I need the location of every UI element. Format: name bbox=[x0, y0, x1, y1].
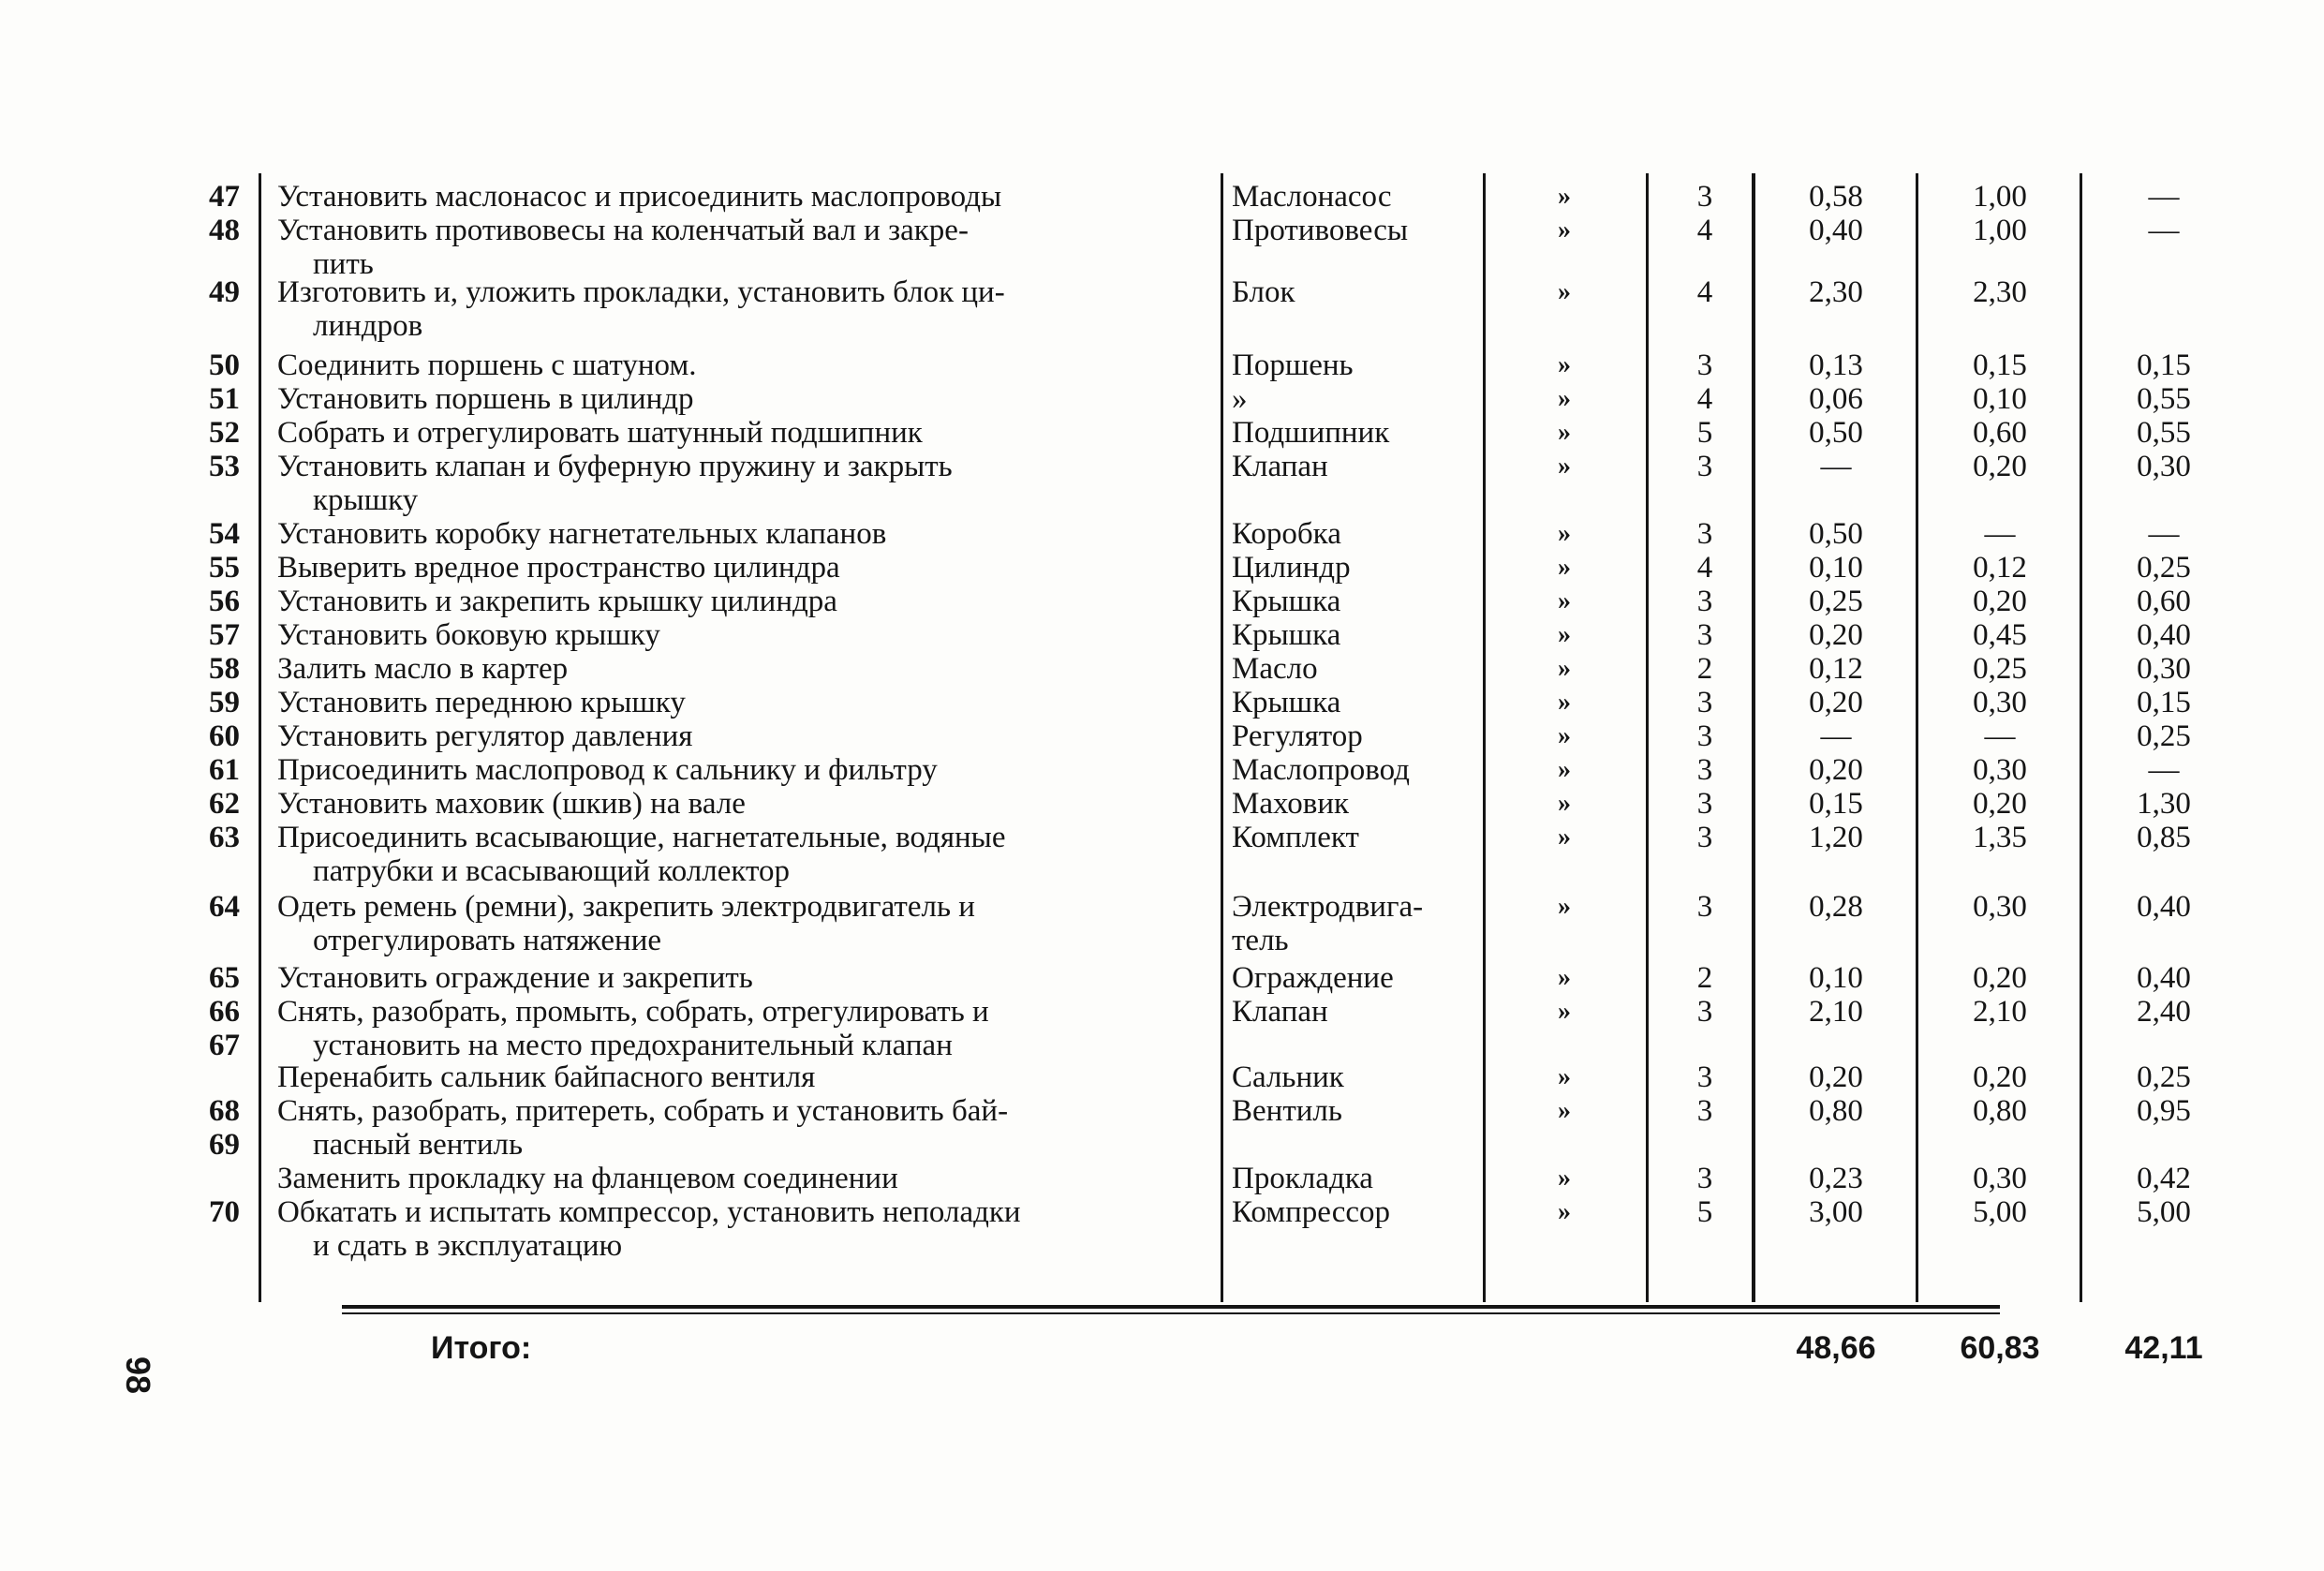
object-name: Подшипник bbox=[1232, 416, 1390, 450]
unit-mark: » bbox=[1558, 277, 1571, 306]
value-2: 0,12 bbox=[1973, 551, 2027, 585]
row-number: 47 bbox=[209, 180, 240, 214]
value-1: 0,50 bbox=[1809, 517, 1863, 551]
quantity: 3 bbox=[1696, 787, 1713, 821]
unit-mark: » bbox=[1558, 620, 1571, 649]
value-2: 0,30 bbox=[1973, 686, 2027, 719]
object-name: Противовесы bbox=[1232, 214, 1409, 247]
unit-mark: » bbox=[1558, 452, 1571, 481]
description-line-1: Установить поршень в цилиндр bbox=[277, 382, 694, 416]
description-line-1: Выверить вредное пространство цилиндра bbox=[277, 551, 840, 585]
description-line-2: линдров bbox=[313, 309, 423, 343]
value-1: 0,13 bbox=[1809, 348, 1863, 382]
object-name: Коробка bbox=[1232, 517, 1341, 551]
total-divider-thin bbox=[342, 1312, 2000, 1314]
unit-mark: » bbox=[1558, 997, 1571, 1026]
object-name: Прокладка bbox=[1232, 1162, 1373, 1195]
row-number-second: 69 bbox=[209, 1128, 240, 1162]
value-2: 0,15 bbox=[1973, 348, 2027, 382]
value-3: — bbox=[2148, 517, 2180, 551]
operation-description bbox=[277, 753, 1200, 787]
object-name: Вентиль bbox=[1232, 1094, 1342, 1128]
object-name: Маслонасос bbox=[1232, 180, 1392, 214]
value-2: 0,20 bbox=[1973, 1060, 2027, 1094]
quantity: 3 bbox=[1696, 585, 1713, 618]
quantity: 2 bbox=[1696, 652, 1713, 686]
value-1: 1,20 bbox=[1809, 821, 1863, 854]
value-1: 0,23 bbox=[1809, 1162, 1863, 1195]
value-2: 2,10 bbox=[1973, 995, 2027, 1029]
value-3: 0,85 bbox=[2137, 821, 2191, 854]
object-name: Комплект bbox=[1232, 821, 1359, 854]
object-name: Маховик bbox=[1232, 787, 1350, 821]
value-1: 0,40 bbox=[1809, 214, 1863, 247]
unit-mark: » bbox=[1558, 418, 1571, 447]
description-line-1: Изготовить и, уложить прокладки, установить блок ци- bbox=[277, 275, 1005, 309]
unit-mark: » bbox=[1558, 823, 1571, 852]
column-divider bbox=[259, 173, 261, 1302]
quantity: 2 bbox=[1696, 961, 1713, 995]
row-number: 61 bbox=[209, 753, 240, 787]
value-3: 0,30 bbox=[2137, 652, 2191, 686]
value-3: 0,25 bbox=[2137, 719, 2191, 753]
value-3: 0,95 bbox=[2137, 1094, 2191, 1128]
row-number: 51 bbox=[209, 382, 240, 416]
value-3: 0,25 bbox=[2137, 551, 2191, 585]
description-line-1: Собрать и отрегулировать шатунный подшипник bbox=[277, 416, 923, 450]
value-2: 1,00 bbox=[1973, 180, 2027, 214]
row-number: 50 bbox=[209, 348, 240, 382]
operation-description bbox=[277, 961, 1200, 995]
value-1: 0,10 bbox=[1809, 551, 1863, 585]
unit-mark: » bbox=[1558, 182, 1571, 211]
row-number: 66 bbox=[209, 995, 240, 1029]
column-divider bbox=[2080, 173, 2082, 1302]
row-number: 49 bbox=[209, 275, 240, 309]
row-number: 53 bbox=[209, 450, 240, 483]
object-name: Цилиндр bbox=[1232, 551, 1351, 585]
page-number: 98 bbox=[119, 1356, 157, 1395]
quantity: 4 bbox=[1696, 214, 1713, 247]
quantity: 3 bbox=[1696, 1094, 1713, 1128]
description-line-1: Установить регулятор давления bbox=[277, 719, 693, 753]
value-2: 0,30 bbox=[1973, 1162, 2027, 1195]
row-number: 62 bbox=[209, 787, 240, 821]
object-name: Крышка bbox=[1232, 686, 1341, 719]
value-1: 0,20 bbox=[1809, 618, 1863, 652]
operation-description bbox=[277, 180, 1200, 214]
description-line-1: Установить боковую крышку bbox=[277, 618, 660, 652]
unit-mark: » bbox=[1558, 892, 1571, 921]
value-3: 0,40 bbox=[2137, 618, 2191, 652]
unit-mark: » bbox=[1558, 789, 1571, 818]
object-name: Блок bbox=[1232, 275, 1295, 309]
quantity: 3 bbox=[1696, 450, 1713, 483]
value-2: 0,20 bbox=[1973, 585, 2027, 618]
description-line-1: Установить и закрепить крышку цилиндра bbox=[277, 585, 837, 618]
quantity: 5 bbox=[1696, 1195, 1713, 1229]
unit-mark: » bbox=[1558, 519, 1571, 548]
unit-mark: » bbox=[1558, 1062, 1571, 1091]
description-line-2: установить на место предохранительный клапан bbox=[313, 1029, 953, 1062]
value-1: 0,20 bbox=[1809, 753, 1863, 787]
object-name: Крышка bbox=[1232, 585, 1341, 618]
value-1: 0,80 bbox=[1809, 1094, 1863, 1128]
description-line-1: Установить маслонасос и присоединить маслопроводы bbox=[277, 180, 1002, 214]
operation-description bbox=[277, 348, 1200, 382]
value-1: 0,20 bbox=[1809, 686, 1863, 719]
operation-description bbox=[277, 214, 1200, 281]
value-3: 0,55 bbox=[2137, 416, 2191, 450]
object-name: Масло bbox=[1232, 652, 1318, 686]
operation-description bbox=[277, 686, 1200, 719]
unit-mark: » bbox=[1558, 384, 1571, 413]
description-line-2: крышку bbox=[313, 483, 419, 517]
value-3: 5,00 bbox=[2137, 1195, 2191, 1229]
unit-mark: » bbox=[1558, 1163, 1571, 1193]
description-line-1: Снять, разобрать, промыть, собрать, отрегулировать и bbox=[277, 995, 989, 1029]
object-name: Маслопровод bbox=[1232, 753, 1410, 787]
object-name: Сальник bbox=[1232, 1060, 1344, 1094]
operation-description bbox=[277, 1162, 1200, 1195]
operation-description bbox=[277, 275, 1200, 343]
value-1: — bbox=[1820, 450, 1852, 483]
object-name: Компрессор bbox=[1232, 1195, 1391, 1229]
quantity: 3 bbox=[1696, 348, 1713, 382]
operation-description bbox=[277, 618, 1200, 652]
object-name: » bbox=[1232, 382, 1248, 416]
operation-description bbox=[277, 995, 1200, 1062]
total-value-1: 48,66 bbox=[1796, 1330, 1876, 1366]
object-name: Клапан bbox=[1232, 995, 1328, 1029]
operation-description bbox=[277, 787, 1200, 821]
quantity: 3 bbox=[1696, 517, 1713, 551]
value-3: — bbox=[2148, 753, 2180, 787]
description-line-2: пить bbox=[313, 247, 374, 281]
description-line-1: Заменить прокладку на фланцевом соединении bbox=[277, 1162, 898, 1195]
description-line-2: и сдать в эксплуатацию bbox=[313, 1229, 623, 1263]
value-3: 0,25 bbox=[2137, 1060, 2191, 1094]
value-1: 0,15 bbox=[1809, 787, 1863, 821]
total-label: Итого: bbox=[431, 1330, 532, 1366]
value-2: 2,30 bbox=[1973, 275, 2027, 309]
operation-description bbox=[277, 1060, 1200, 1094]
total-divider bbox=[342, 1305, 2000, 1309]
row-number: 48 bbox=[209, 214, 240, 247]
value-2: 0,20 bbox=[1973, 961, 2027, 995]
description-line-1: Присоединить всасывающие, нагнетательные, водяные bbox=[277, 821, 1006, 854]
value-2: 0,45 bbox=[1973, 618, 2027, 652]
quantity: 3 bbox=[1696, 686, 1713, 719]
value-1: 0,50 bbox=[1809, 416, 1863, 450]
total-value-2: 60,83 bbox=[1960, 1330, 2040, 1366]
description-line-1: Залить масло в картер bbox=[277, 652, 569, 686]
column-divider bbox=[1483, 173, 1486, 1302]
description-line-2: отрегулировать натяжение bbox=[313, 924, 662, 957]
value-1: 0,06 bbox=[1809, 382, 1863, 416]
unit-mark: » bbox=[1558, 1197, 1571, 1226]
operation-description bbox=[277, 517, 1200, 551]
quantity: 3 bbox=[1696, 821, 1713, 854]
row-number: 54 bbox=[209, 517, 240, 551]
description-line-1: Установить переднюю крышку bbox=[277, 686, 686, 719]
quantity: 4 bbox=[1696, 551, 1713, 585]
column-divider bbox=[1916, 173, 1918, 1302]
value-3: 0,40 bbox=[2137, 961, 2191, 995]
description-line-2: патрубки и всасывающий коллектор bbox=[313, 854, 790, 888]
row-number: 57 bbox=[209, 618, 240, 652]
row-number: 58 bbox=[209, 652, 240, 686]
quantity: 3 bbox=[1696, 995, 1713, 1029]
value-2: — bbox=[1984, 719, 2016, 753]
object-name: Поршень bbox=[1232, 348, 1354, 382]
quantity: 3 bbox=[1696, 890, 1713, 924]
quantity: 4 bbox=[1696, 382, 1713, 416]
operation-description bbox=[277, 1094, 1200, 1162]
value-2: 0,25 bbox=[1973, 652, 2027, 686]
operation-description bbox=[277, 890, 1200, 957]
quantity: 3 bbox=[1696, 719, 1713, 753]
column-divider bbox=[1221, 173, 1223, 1302]
quantity: 5 bbox=[1696, 416, 1713, 450]
value-2: 5,00 bbox=[1973, 1195, 2027, 1229]
quantity: 3 bbox=[1696, 618, 1713, 652]
quantity: 3 bbox=[1696, 753, 1713, 787]
unit-mark: » bbox=[1558, 586, 1571, 615]
unit-mark: » bbox=[1558, 688, 1571, 717]
value-2: 0,30 bbox=[1973, 890, 2027, 924]
operation-description bbox=[277, 821, 1200, 888]
value-2: 0,20 bbox=[1973, 787, 2027, 821]
unit-mark: » bbox=[1558, 350, 1571, 379]
value-3: 0,40 bbox=[2137, 890, 2191, 924]
value-3: 0,15 bbox=[2137, 348, 2191, 382]
description-line-1: Установить ограждение и закрепить bbox=[277, 961, 753, 995]
value-3: — bbox=[2148, 180, 2180, 214]
description-line-2: пасный вентиль bbox=[313, 1128, 523, 1162]
operation-description bbox=[277, 585, 1200, 618]
unit-mark: » bbox=[1558, 755, 1571, 784]
object-name: Клапан bbox=[1232, 450, 1328, 483]
value-1: 0,20 bbox=[1809, 1060, 1863, 1094]
value-1: 0,10 bbox=[1809, 961, 1863, 995]
description-line-1: Соединить поршень с шатуном. bbox=[277, 348, 697, 382]
operation-description bbox=[277, 1195, 1200, 1263]
description-line-1: Установить коробку нагнетательных клапанов bbox=[277, 517, 887, 551]
operation-description bbox=[277, 652, 1200, 686]
column-divider bbox=[1752, 173, 1755, 1302]
row-number-second: 67 bbox=[209, 1029, 240, 1062]
value-1: 2,10 bbox=[1809, 995, 1863, 1029]
value-1: 2,30 bbox=[1809, 275, 1863, 309]
value-1: 0,12 bbox=[1809, 652, 1863, 686]
object-name: Электродвига- тель bbox=[1232, 890, 1424, 957]
object-name: Регулятор bbox=[1232, 719, 1363, 753]
quantity: 3 bbox=[1696, 1060, 1713, 1094]
object-name: Ограждение bbox=[1232, 961, 1394, 995]
description-line-1: Перенабить сальник байпасного вентиля bbox=[277, 1060, 816, 1094]
value-3: — bbox=[2148, 214, 2180, 247]
row-number: 56 bbox=[209, 585, 240, 618]
value-3: 0,42 bbox=[2137, 1162, 2191, 1195]
value-2: 1,35 bbox=[1973, 821, 2027, 854]
value-2: 0,20 bbox=[1973, 450, 2027, 483]
unit-mark: » bbox=[1558, 553, 1571, 582]
value-1: 0,25 bbox=[1809, 585, 1863, 618]
row-number: 65 bbox=[209, 961, 240, 995]
row-number: 55 bbox=[209, 551, 240, 585]
value-1: 0,58 bbox=[1809, 180, 1863, 214]
value-2: 0,80 bbox=[1973, 1094, 2027, 1128]
operation-description bbox=[277, 382, 1200, 416]
description-line-1: Установить клапан и буферную пружину и закрыть bbox=[277, 450, 953, 483]
value-2: 0,60 bbox=[1973, 416, 2027, 450]
value-3: 1,30 bbox=[2137, 787, 2191, 821]
value-2: 0,30 bbox=[1973, 753, 2027, 787]
object-name: Крышка bbox=[1232, 618, 1341, 652]
description-line-1: Снять, разобрать, притереть, собрать и установить бай- bbox=[277, 1094, 1009, 1128]
operation-description bbox=[277, 416, 1200, 450]
row-number: 70 bbox=[209, 1195, 240, 1229]
operation-description bbox=[277, 719, 1200, 753]
value-2: — bbox=[1984, 517, 2016, 551]
description-line-1: Присоединить маслопровод к сальнику и фильтру bbox=[277, 753, 938, 787]
description-line-1: Установить противовесы на коленчатый вал и закре- bbox=[277, 214, 969, 247]
value-2: 0,10 bbox=[1973, 382, 2027, 416]
row-number: 63 bbox=[209, 821, 240, 854]
quantity: 3 bbox=[1696, 180, 1713, 214]
total-value-3: 42,11 bbox=[2124, 1330, 2203, 1366]
row-number: 68 bbox=[209, 1094, 240, 1128]
value-3: 2,40 bbox=[2137, 995, 2191, 1029]
row-number: 60 bbox=[209, 719, 240, 753]
unit-mark: » bbox=[1558, 215, 1571, 245]
quantity: 4 bbox=[1696, 275, 1713, 309]
value-3: 0,60 bbox=[2137, 585, 2191, 618]
value-3: 0,55 bbox=[2137, 382, 2191, 416]
row-number: 59 bbox=[209, 686, 240, 719]
description-line-1: Одеть ремень (ремни), закрепить электродвигатель и bbox=[277, 890, 975, 924]
row-number: 52 bbox=[209, 416, 240, 450]
value-2: 1,00 bbox=[1973, 214, 2027, 247]
value-3: 0,30 bbox=[2137, 450, 2191, 483]
description-line-1: Установить маховик (шкив) на вале bbox=[277, 787, 746, 821]
unit-mark: » bbox=[1558, 654, 1571, 683]
unit-mark: » bbox=[1558, 721, 1571, 750]
value-1: — bbox=[1820, 719, 1852, 753]
quantity: 3 bbox=[1696, 1162, 1713, 1195]
value-1: 3,00 bbox=[1809, 1195, 1863, 1229]
operation-description bbox=[277, 450, 1200, 517]
unit-mark: » bbox=[1558, 1096, 1571, 1125]
description-line-1: Обкатать и испытать компрессор, установить неполадки bbox=[277, 1195, 1021, 1229]
operation-description bbox=[277, 551, 1200, 585]
value-1: 0,28 bbox=[1809, 890, 1863, 924]
row-number: 64 bbox=[209, 890, 240, 924]
value-3: 0,15 bbox=[2137, 686, 2191, 719]
column-divider bbox=[1646, 173, 1649, 1302]
unit-mark: » bbox=[1558, 963, 1571, 992]
